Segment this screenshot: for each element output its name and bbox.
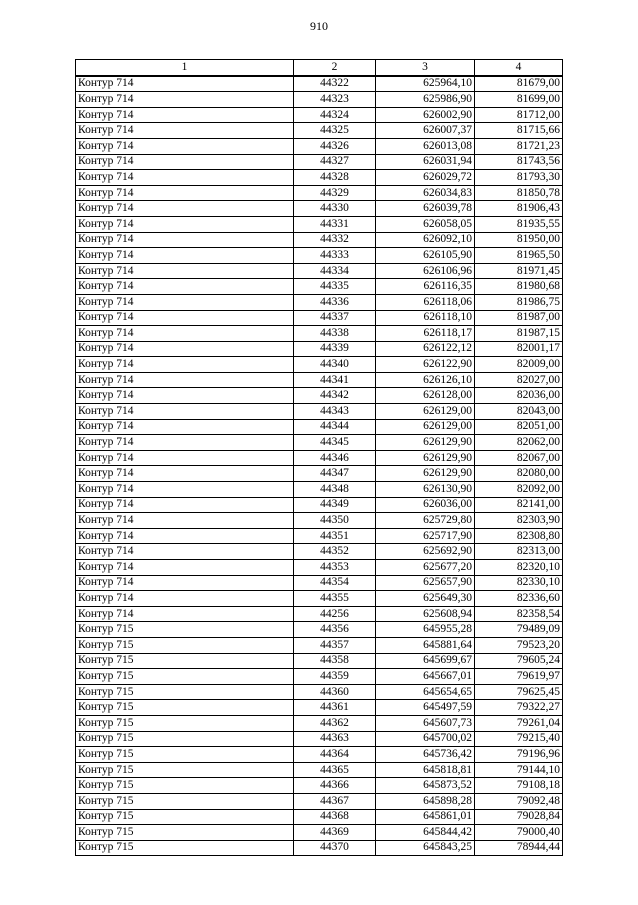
point-number-cell: 44350 (294, 513, 376, 529)
point-number-cell: 44333 (294, 248, 376, 264)
x-coordinate-cell: 626118,10 (376, 310, 475, 326)
table-row (76, 201, 563, 217)
point-number-cell: 44343 (294, 404, 376, 420)
y-coordinate-cell: 79489,09 (475, 622, 563, 638)
table-row (76, 497, 563, 513)
table-row (76, 248, 563, 264)
y-coordinate-cell: 81987,15 (475, 326, 563, 342)
point-number-cell: 44340 (294, 357, 376, 373)
x-coordinate-cell: 645699,67 (376, 653, 475, 669)
contour-name-cell: Контур 714 (76, 232, 294, 248)
x-coordinate-cell: 626129,00 (376, 419, 475, 435)
x-coordinate-cell: 626031,94 (376, 154, 475, 170)
y-coordinate-cell: 79196,96 (475, 747, 563, 763)
x-coordinate-cell: 625717,90 (376, 528, 475, 544)
contour-name-cell: Контур 714 (76, 419, 294, 435)
table-row (76, 450, 563, 466)
table-row (76, 76, 563, 92)
contour-name-cell: Контур 714 (76, 606, 294, 622)
contour-name-cell: Контур 714 (76, 528, 294, 544)
contour-name-cell: Контур 714 (76, 123, 294, 139)
table-row (76, 606, 563, 622)
table-body (76, 76, 563, 856)
y-coordinate-cell: 79144,10 (475, 762, 563, 778)
table-row (76, 466, 563, 482)
x-coordinate-cell: 626128,00 (376, 388, 475, 404)
table-row (76, 326, 563, 342)
x-coordinate-cell: 626130,90 (376, 482, 475, 498)
y-coordinate-cell: 81971,45 (475, 263, 563, 279)
column-header-2: 2 (294, 60, 376, 76)
contour-name-cell: Контур 715 (76, 778, 294, 794)
x-coordinate-cell: 626029,72 (376, 170, 475, 186)
x-coordinate-cell: 645667,01 (376, 669, 475, 685)
point-number-cell: 44330 (294, 201, 376, 217)
page-number: 910 (310, 19, 328, 33)
contour-name-cell: Контур 714 (76, 482, 294, 498)
column-header-1: 1 (76, 60, 294, 76)
table-row (76, 778, 563, 794)
header-row (76, 60, 563, 76)
y-coordinate-cell: 82043,00 (475, 404, 563, 420)
y-coordinate-cell: 79619,97 (475, 669, 563, 685)
y-coordinate-cell: 81715,66 (475, 123, 563, 139)
point-number-cell: 44341 (294, 372, 376, 388)
contour-name-cell: Контур 715 (76, 809, 294, 825)
contour-name-cell: Контур 714 (76, 107, 294, 123)
contour-name-cell: Контур 714 (76, 575, 294, 591)
y-coordinate-cell: 82141,00 (475, 497, 563, 513)
y-coordinate-cell: 81679,00 (475, 76, 563, 92)
point-number-cell: 44334 (294, 263, 376, 279)
y-coordinate-cell: 82330,10 (475, 575, 563, 591)
point-number-cell: 44357 (294, 637, 376, 653)
point-number-cell: 44337 (294, 310, 376, 326)
contour-name-cell: Контур 715 (76, 637, 294, 653)
contour-name-cell: Контур 715 (76, 825, 294, 841)
point-number-cell: 44352 (294, 544, 376, 560)
x-coordinate-cell: 645844,42 (376, 825, 475, 841)
x-coordinate-cell: 625986,90 (376, 92, 475, 108)
table-row (76, 92, 563, 108)
x-coordinate-cell: 625649,30 (376, 591, 475, 607)
y-coordinate-cell: 79625,45 (475, 684, 563, 700)
table-row (76, 372, 563, 388)
point-number-cell: 44363 (294, 731, 376, 747)
x-coordinate-cell: 625657,90 (376, 575, 475, 591)
y-coordinate-cell: 79523,20 (475, 637, 563, 653)
point-number-cell: 44339 (294, 341, 376, 357)
point-number-cell: 44338 (294, 326, 376, 342)
contour-name-cell: Контур 714 (76, 138, 294, 154)
x-coordinate-cell: 626126,10 (376, 372, 475, 388)
x-coordinate-cell: 645497,59 (376, 700, 475, 716)
point-number-cell: 44355 (294, 591, 376, 607)
x-coordinate-cell: 645654,65 (376, 684, 475, 700)
table-row (76, 419, 563, 435)
contour-name-cell: Контур 714 (76, 404, 294, 420)
point-number-cell: 44369 (294, 825, 376, 841)
y-coordinate-cell: 82358,54 (475, 606, 563, 622)
contour-name-cell: Контур 714 (76, 450, 294, 466)
x-coordinate-cell: 626129,90 (376, 450, 475, 466)
contour-name-cell: Контур 715 (76, 731, 294, 747)
point-number-cell: 44342 (294, 388, 376, 404)
x-coordinate-cell: 645700,02 (376, 731, 475, 747)
contour-name-cell: Контур 715 (76, 653, 294, 669)
point-number-cell: 44329 (294, 185, 376, 201)
contour-name-cell: Контур 714 (76, 201, 294, 217)
table-row (76, 825, 563, 841)
point-number-cell: 44358 (294, 653, 376, 669)
point-number-cell: 44354 (294, 575, 376, 591)
y-coordinate-cell: 81793,30 (475, 170, 563, 186)
point-number-cell: 44347 (294, 466, 376, 482)
table-row (76, 731, 563, 747)
y-coordinate-cell: 82336,60 (475, 591, 563, 607)
y-coordinate-cell: 81721,23 (475, 138, 563, 154)
x-coordinate-cell: 626129,00 (376, 404, 475, 420)
point-number-cell: 44322 (294, 76, 376, 92)
point-number-cell: 44359 (294, 669, 376, 685)
table-row (76, 357, 563, 373)
table-row (76, 435, 563, 451)
y-coordinate-cell: 81980,68 (475, 279, 563, 295)
y-coordinate-cell: 81987,00 (475, 310, 563, 326)
table-row (76, 388, 563, 404)
point-number-cell: 44328 (294, 170, 376, 186)
x-coordinate-cell: 645843,25 (376, 840, 475, 856)
table-row (76, 544, 563, 560)
y-coordinate-cell: 82027,00 (475, 372, 563, 388)
table-row (76, 263, 563, 279)
contour-name-cell: Контур 714 (76, 294, 294, 310)
y-coordinate-cell: 81712,00 (475, 107, 563, 123)
table-row (76, 669, 563, 685)
contour-name-cell: Контур 714 (76, 185, 294, 201)
x-coordinate-cell: 625677,20 (376, 560, 475, 576)
point-number-cell: 44336 (294, 294, 376, 310)
x-coordinate-cell: 626122,90 (376, 357, 475, 373)
contour-name-cell: Контур 715 (76, 747, 294, 763)
x-coordinate-cell: 645881,64 (376, 637, 475, 653)
y-coordinate-cell: 81743,56 (475, 154, 563, 170)
x-coordinate-cell: 645736,42 (376, 747, 475, 763)
y-coordinate-cell: 81935,55 (475, 216, 563, 232)
point-number-cell: 44366 (294, 778, 376, 794)
x-coordinate-cell: 625964,10 (376, 76, 475, 92)
y-coordinate-cell: 82001,17 (475, 341, 563, 357)
point-number-cell: 44361 (294, 700, 376, 716)
y-coordinate-cell: 79261,04 (475, 715, 563, 731)
y-coordinate-cell: 81965,50 (475, 248, 563, 264)
contour-name-cell: Контур 714 (76, 466, 294, 482)
contour-name-cell: Контур 714 (76, 591, 294, 607)
table-row (76, 528, 563, 544)
point-number-cell: 44344 (294, 419, 376, 435)
contour-name-cell: Контур 714 (76, 388, 294, 404)
point-number-cell: 44325 (294, 123, 376, 139)
contour-name-cell: Контур 714 (76, 341, 294, 357)
point-number-cell: 44368 (294, 809, 376, 825)
x-coordinate-cell: 626034,83 (376, 185, 475, 201)
x-coordinate-cell: 645861,01 (376, 809, 475, 825)
y-coordinate-cell: 82067,00 (475, 450, 563, 466)
point-number-cell: 44256 (294, 606, 376, 622)
y-coordinate-cell: 82036,00 (475, 388, 563, 404)
x-coordinate-cell: 645873,52 (376, 778, 475, 794)
contour-name-cell: Контур 715 (76, 669, 294, 685)
contour-name-cell: Контур 714 (76, 560, 294, 576)
contour-name-cell: Контур 715 (76, 762, 294, 778)
y-coordinate-cell: 79215,40 (475, 731, 563, 747)
table-row (76, 684, 563, 700)
contour-name-cell: Контур 714 (76, 92, 294, 108)
point-number-cell: 44346 (294, 450, 376, 466)
contour-name-cell: Контур 714 (76, 497, 294, 513)
table-row (76, 404, 563, 420)
y-coordinate-cell: 79322,27 (475, 700, 563, 716)
y-coordinate-cell: 79000,40 (475, 825, 563, 841)
y-coordinate-cell: 82062,00 (475, 435, 563, 451)
table-row (76, 513, 563, 529)
point-number-cell: 44326 (294, 138, 376, 154)
x-coordinate-cell: 626039,78 (376, 201, 475, 217)
y-coordinate-cell: 82051,00 (475, 419, 563, 435)
y-coordinate-cell: 82092,00 (475, 482, 563, 498)
contour-name-cell: Контур 715 (76, 622, 294, 638)
x-coordinate-cell: 645898,28 (376, 793, 475, 809)
y-coordinate-cell: 79092,48 (475, 793, 563, 809)
point-number-cell: 44367 (294, 793, 376, 809)
x-coordinate-cell: 626116,35 (376, 279, 475, 295)
point-number-cell: 44323 (294, 92, 376, 108)
table-row (76, 809, 563, 825)
table-row (76, 637, 563, 653)
x-coordinate-cell: 626007,37 (376, 123, 475, 139)
x-coordinate-cell: 645607,73 (376, 715, 475, 731)
table-row (76, 840, 563, 856)
contour-name-cell: Контур 714 (76, 170, 294, 186)
point-number-cell: 44364 (294, 747, 376, 763)
table-row (76, 107, 563, 123)
x-coordinate-cell: 626106,96 (376, 263, 475, 279)
contour-name-cell: Контур 715 (76, 840, 294, 856)
x-coordinate-cell: 625692,90 (376, 544, 475, 560)
point-number-cell: 44353 (294, 560, 376, 576)
column-header-4: 4 (475, 60, 563, 76)
x-coordinate-cell: 625729,80 (376, 513, 475, 529)
contour-name-cell: Контур 715 (76, 684, 294, 700)
y-coordinate-cell: 81906,43 (475, 201, 563, 217)
y-coordinate-cell: 82303,90 (475, 513, 563, 529)
y-coordinate-cell: 81699,00 (475, 92, 563, 108)
contour-name-cell: Контур 714 (76, 216, 294, 232)
contour-name-cell: Контур 715 (76, 700, 294, 716)
point-number-cell: 44327 (294, 154, 376, 170)
y-coordinate-cell: 81950,00 (475, 232, 563, 248)
contour-name-cell: Контур 714 (76, 357, 294, 373)
y-coordinate-cell: 82080,00 (475, 466, 563, 482)
point-number-cell: 44360 (294, 684, 376, 700)
contour-name-cell: Контур 714 (76, 513, 294, 529)
contour-name-cell: Контур 714 (76, 263, 294, 279)
point-number-cell: 44370 (294, 840, 376, 856)
table-row (76, 185, 563, 201)
contour-name-cell: Контур 714 (76, 154, 294, 170)
contour-name-cell: Контур 714 (76, 248, 294, 264)
point-number-cell: 44351 (294, 528, 376, 544)
table-row (76, 138, 563, 154)
point-number-cell: 44345 (294, 435, 376, 451)
table-row (76, 294, 563, 310)
x-coordinate-cell: 626105,90 (376, 248, 475, 264)
contour-name-cell: Контур 714 (76, 279, 294, 295)
table-row (76, 482, 563, 498)
contour-name-cell: Контур 714 (76, 310, 294, 326)
table-row (76, 653, 563, 669)
table-row (76, 170, 563, 186)
x-coordinate-cell: 626129,90 (376, 435, 475, 451)
table-row (76, 216, 563, 232)
contour-name-cell: Контур 714 (76, 544, 294, 560)
x-coordinate-cell: 626129,90 (376, 466, 475, 482)
point-number-cell: 44335 (294, 279, 376, 295)
table-row (76, 310, 563, 326)
table-row (76, 793, 563, 809)
contour-name-cell: Контур 714 (76, 372, 294, 388)
y-coordinate-cell: 82320,10 (475, 560, 563, 576)
table-row (76, 154, 563, 170)
column-header-3: 3 (376, 60, 475, 76)
table-row (76, 762, 563, 778)
x-coordinate-cell: 625608,94 (376, 606, 475, 622)
y-coordinate-cell: 78944,44 (475, 840, 563, 856)
table-row (76, 715, 563, 731)
point-number-cell: 44331 (294, 216, 376, 232)
table-row (76, 560, 563, 576)
y-coordinate-cell: 81850,78 (475, 185, 563, 201)
x-coordinate-cell: 645818,81 (376, 762, 475, 778)
x-coordinate-cell: 626036,00 (376, 497, 475, 513)
contour-name-cell: Контур 714 (76, 76, 294, 92)
point-number-cell: 44324 (294, 107, 376, 123)
x-coordinate-cell: 626013,08 (376, 138, 475, 154)
point-number-cell: 44362 (294, 715, 376, 731)
x-coordinate-cell: 626002,90 (376, 107, 475, 123)
x-coordinate-cell: 626118,06 (376, 294, 475, 310)
x-coordinate-cell: 626118,17 (376, 326, 475, 342)
y-coordinate-cell: 82313,00 (475, 544, 563, 560)
point-number-cell: 44332 (294, 232, 376, 248)
y-coordinate-cell: 79605,24 (475, 653, 563, 669)
contour-name-cell: Контур 715 (76, 715, 294, 731)
y-coordinate-cell: 79028,84 (475, 809, 563, 825)
y-coordinate-cell: 81986,75 (475, 294, 563, 310)
table-row (76, 747, 563, 763)
y-coordinate-cell: 82308,80 (475, 528, 563, 544)
y-coordinate-cell: 82009,00 (475, 357, 563, 373)
table-row (76, 232, 563, 248)
contour-name-cell: Контур 715 (76, 793, 294, 809)
table-row (76, 341, 563, 357)
table-row (76, 575, 563, 591)
x-coordinate-cell: 626092,10 (376, 232, 475, 248)
coordinates-table (75, 59, 563, 856)
table-row (76, 279, 563, 295)
contour-name-cell: Контур 714 (76, 326, 294, 342)
table-row (76, 622, 563, 638)
point-number-cell: 44348 (294, 482, 376, 498)
x-coordinate-cell: 645955,28 (376, 622, 475, 638)
point-number-cell: 44349 (294, 497, 376, 513)
y-coordinate-cell: 79108,18 (475, 778, 563, 794)
table-row (76, 591, 563, 607)
table-row (76, 700, 563, 716)
table-row (76, 123, 563, 139)
contour-name-cell: Контур 714 (76, 435, 294, 451)
x-coordinate-cell: 626122,12 (376, 341, 475, 357)
point-number-cell: 44356 (294, 622, 376, 638)
x-coordinate-cell: 626058,05 (376, 216, 475, 232)
point-number-cell: 44365 (294, 762, 376, 778)
